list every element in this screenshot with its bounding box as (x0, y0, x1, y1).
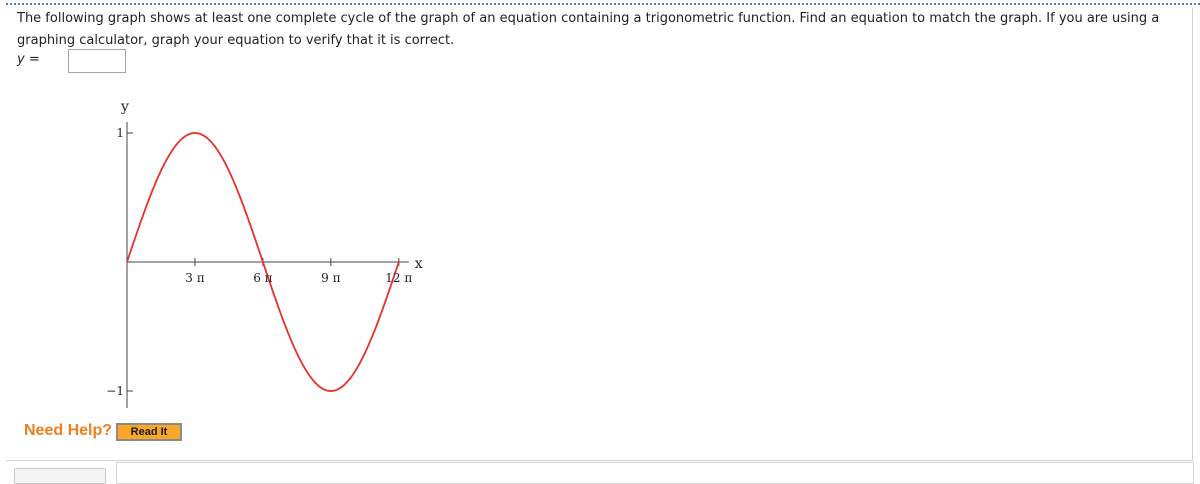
x-tick-label: 12 π (385, 271, 413, 285)
y-axis-title: y (121, 99, 129, 115)
x-tick-label: 3 π (185, 271, 205, 285)
y-tick-label: −1 (106, 384, 124, 398)
x-axis-title: x (414, 256, 423, 272)
bottom-left-button-partial[interactable] (14, 468, 106, 484)
graph-labels (106, 99, 423, 398)
graph-axes (127, 122, 409, 408)
y-tick-label: 1 (116, 126, 124, 140)
x-tick-label: 9 π (321, 271, 341, 285)
need-help-label: Need Help? (24, 422, 113, 439)
question-text: The following graph shows at least one complete cycle of the graph of an equation containing a trigonometric function. Find an equation to match the graph. If you are using a graphing calculator, graph your equation to verify that it is correct. (17, 11, 1160, 48)
bottom-panel-partial (116, 462, 1194, 484)
answer-label: y = (17, 52, 40, 67)
read-it-button[interactable]: Read It (116, 423, 182, 441)
x-tick-label: 6 π (253, 271, 273, 285)
